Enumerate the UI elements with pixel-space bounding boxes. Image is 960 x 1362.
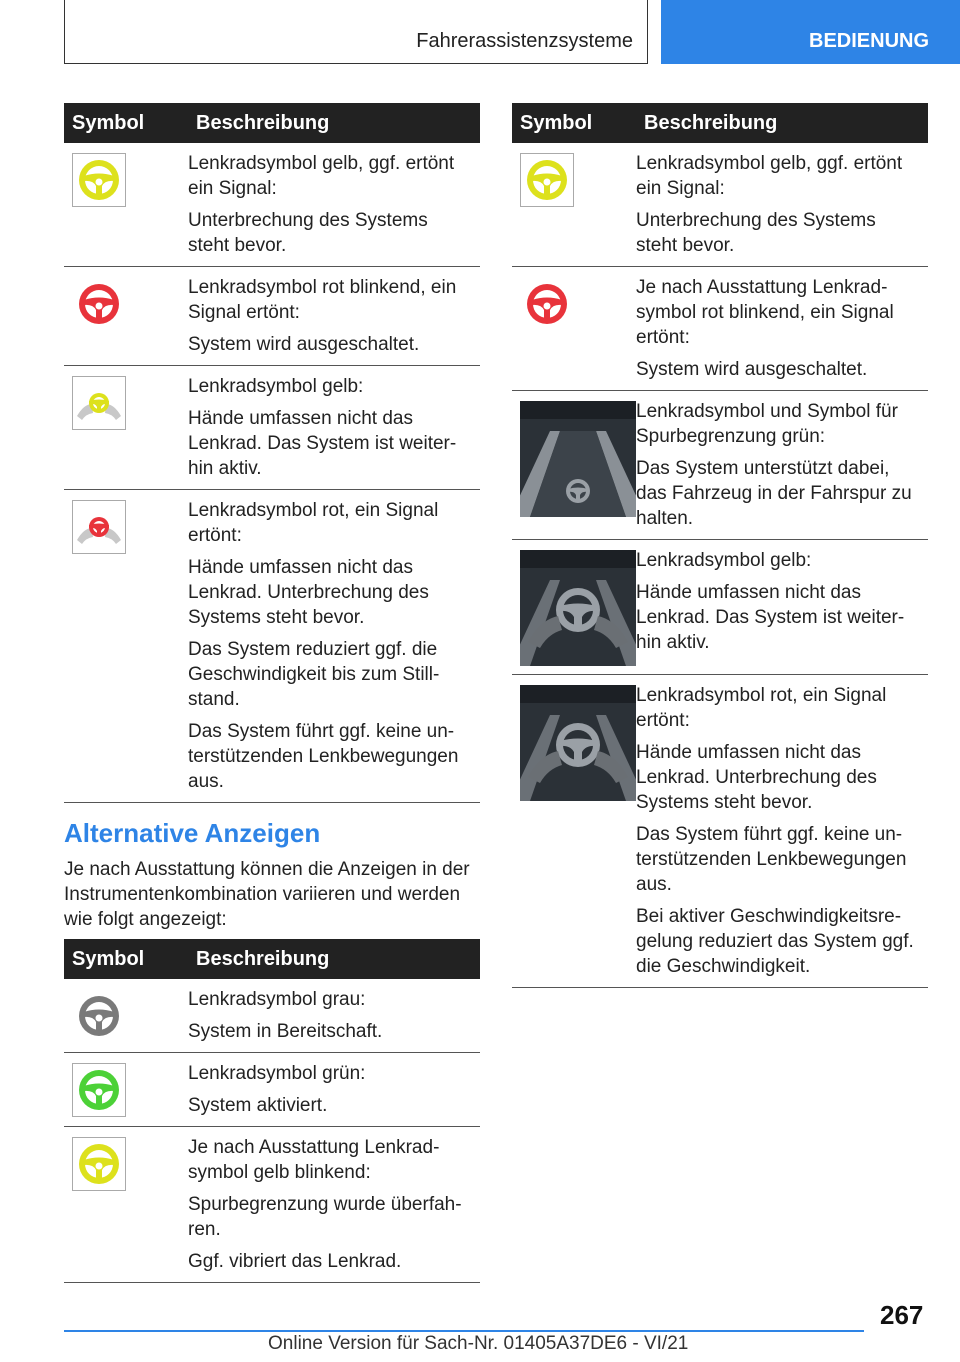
footer-divider [64, 1330, 864, 1332]
alt-table-container [64, 939, 480, 1283]
row-text: Je nach Ausstattung Lenkradsymbol rot blinkend, ein Signal ertönt: [636, 277, 894, 348]
steering-wheel-yellow-icon [72, 1137, 126, 1191]
row-text: Lenkradsymbol gelb, ggf. ertönt ein Signal: [636, 153, 903, 199]
header-symbol: Symbol [64, 939, 188, 979]
page-number: 267 [880, 1300, 924, 1330]
footer-text: Online Version für Sach-Nr. 01405A37DE6 - VI/21 [268, 1333, 689, 1354]
table-row [64, 143, 480, 267]
row-text: Hände umfassen nicht das Lenkrad. Das System ist weiterhin aktiv. [636, 582, 905, 653]
row-text: System aktiviert. [188, 1095, 328, 1116]
steering-wheel-red-icon [72, 277, 126, 331]
row-text: Hände umfassen nicht das Lenkrad. Das System ist weiterhin aktiv. [188, 408, 457, 479]
row-text: Lenkradsymbol rot blinkend, ein Signal ertönt: [188, 277, 457, 323]
header-description: Beschreibung [188, 103, 480, 143]
steering-wheel-yellow-icon [520, 153, 574, 207]
table-header-row [64, 103, 480, 143]
table-row [512, 267, 928, 391]
row-text: Lenkradsymbol grau: [188, 989, 366, 1010]
row-text: Lenkradsymbol rot, ein Signal ertönt: [188, 500, 439, 546]
steering-wheel-red-icon [520, 277, 574, 331]
steering-wheel-green-icon [72, 1063, 126, 1117]
row-text: Bei aktiver Geschwindigkeitsregelung reduziert das System ggf. die Geschwindigkeit. [636, 906, 914, 977]
left-table-container [64, 103, 480, 803]
row-text: Das System führt ggf. keine unterstützenden Lenkbewegungen aus. [188, 721, 459, 792]
symbol-table-alt [64, 939, 480, 1283]
chapter-tab-label: BEDIENUNG [809, 30, 930, 52]
table-header-row [64, 939, 480, 979]
symbol-table-left [64, 103, 480, 803]
table-row [512, 540, 928, 675]
section-heading: Alternative Anzeigen [64, 818, 321, 848]
section-title: Fahrerassistenzsysteme [416, 30, 633, 52]
row-text: System wird ausgeschaltet. [636, 359, 868, 380]
chapter-tab [661, 0, 960, 64]
header-symbol: Symbol [512, 103, 636, 143]
table-row [512, 391, 928, 540]
table-header-row [512, 103, 928, 143]
hands-off-yellow-icon [72, 376, 126, 430]
row-text: Lenkradsymbol und Symbol für Spurbegrenzung grün: [636, 401, 898, 447]
right-table-container [512, 103, 928, 988]
steering-wheel-yellow-icon [72, 153, 126, 207]
section-intro: Je nach Ausstattung können die Anzeigen in der Instrumentenkombination variieren und werden wie folgt angezeigt: [64, 859, 470, 930]
row-text: Das System reduziert ggf. die Geschwindigkeit bis zum Stillstand. [188, 639, 440, 710]
row-text: Das System führt ggf. keine unterstützenden Lenkbewegungen aus. [636, 824, 907, 895]
row-text: Unterbrechung des Systems steht bevor. [188, 210, 428, 256]
row-text: System wird ausgeschaltet. [188, 334, 420, 355]
hands-off-display-image [520, 550, 636, 666]
table-row [64, 1053, 480, 1127]
row-text: Lenkradsymbol gelb, ggf. ertönt ein Signal: [188, 153, 455, 199]
lane-display-image [520, 401, 636, 517]
row-text: Lenkradsymbol grün: [188, 1063, 366, 1084]
table-row [64, 490, 480, 803]
header-description: Beschreibung [188, 939, 480, 979]
row-text: Lenkradsymbol gelb: [636, 550, 812, 571]
row-text: Das System unterstützt dabei, das Fahrzeug in der Fahrspur zu halten. [636, 458, 912, 529]
table-row [64, 267, 480, 366]
table-row [512, 675, 928, 988]
row-text: Lenkradsymbol rot, ein Signal ertönt: [636, 685, 887, 731]
table-row [512, 143, 928, 267]
table-row [64, 979, 480, 1053]
row-text: Unterbrechung des Systems steht bevor. [636, 210, 876, 256]
row-text: Spurbegrenzung wurde überfahren. [188, 1194, 462, 1240]
row-text: Lenkradsymbol gelb: [188, 376, 364, 397]
steering-wheel-grey-icon [72, 989, 126, 1043]
row-text: Je nach Ausstattung Lenkradsymbol gelb blinkend: [188, 1137, 440, 1183]
hands-off-display-image [520, 685, 636, 801]
table-row [64, 1127, 480, 1283]
hands-off-red-icon [72, 500, 126, 554]
table-row [64, 366, 480, 490]
header-section-box [64, 0, 648, 64]
row-text: Hände umfassen nicht das Lenkrad. Unterbrechung des Systems steht bevor. [636, 742, 877, 813]
row-text: System in Bereitschaft. [188, 1021, 383, 1042]
row-text: Hände umfassen nicht das Lenkrad. Unterbrechung des Systems steht bevor. [188, 557, 429, 628]
header-symbol: Symbol [64, 103, 188, 143]
row-text: Ggf. vibriert das Lenkrad. [188, 1251, 402, 1272]
symbol-table-right [512, 103, 928, 988]
header-description: Beschreibung [636, 103, 928, 143]
